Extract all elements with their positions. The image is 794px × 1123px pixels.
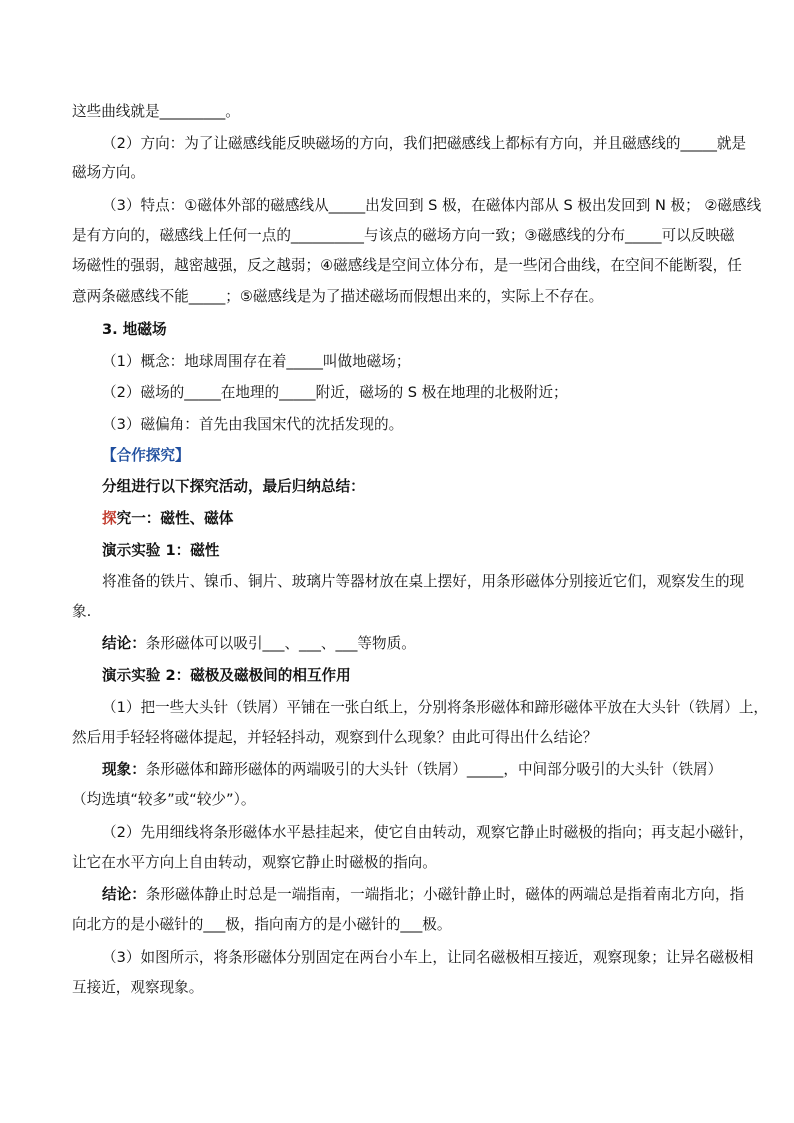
subheading-first-char: 探 [102, 510, 117, 527]
text-line: 场磁性的强弱，越密越强，反之越弱；④磁感线是空间立体分布，是一些闭合曲线，在空间不能断裂，任 [72, 257, 742, 274]
text-line: （3）特点：①磁体外部的磁感线从_____出发回到 S 极，在磁体内部从 S 极出发回到 N 极； ②磁感线 [102, 197, 762, 214]
text-line: 象. [72, 603, 92, 620]
text-line: 将准备的铁片、镍币、铜片、玻璃片等器材放在桌上摆好，用条形磁体分别接近它们，观察发生的现 [102, 573, 745, 590]
text-line: （2）方向：为了让磁感线能反映磁场的方向，我们把磁感线上都标有方向，并且磁感线的_____就是 [102, 135, 747, 152]
section-heading: 3. 地磁场 [102, 321, 167, 338]
text-line: 是有方向的，磁感线上任何一点的__________与该点的磁场方向一致；③磁感线的分布_____可以反映磁 [72, 227, 735, 244]
text-span: 条形磁体可以吸引___、___、___等物质。 [145, 635, 416, 652]
text-line: （3）如图所示，将条形磁体分别固定在两台小车上，让同名磁极相互接近，观察现象；让异名磁极相 [102, 949, 754, 966]
label: 结论： [102, 635, 146, 652]
label: 现象： [102, 761, 146, 778]
instruction-line: 分组进行以下探究活动，最后归纳总结： [102, 478, 365, 495]
text-line: 然后用手轻轻将磁体提起，并轻轻抖动，观察到什么现象？由此可得出什么结论？ [72, 729, 598, 746]
text-line [102, 760, 722, 780]
text-line: （1）把一些大头针（铁屑）平铺在一张白纸上，分别将条形磁体和蹄形磁体平放在大头针（铁屑）上， [102, 699, 769, 716]
text-line: （均选填“较多”或“较少”）。 [72, 791, 256, 808]
section-heading: 【合作探究】 [102, 447, 190, 464]
text-line [102, 634, 416, 654]
text-line: 互接近，观察现象。 [72, 979, 204, 996]
text-line: （1）概念：地球周围存在着_____叫做地磁场； [102, 353, 411, 370]
text-line: （3）磁偏角：首先由我国宋代的沈括发现的。 [102, 416, 404, 433]
label: 结论： [102, 886, 146, 903]
text-line: 让它在水平方向上自由转动，观察它静止时磁极的指向。 [72, 854, 437, 871]
text-line: 意两条磁感线不能_____；⑤磁感线是为了描述磁场而假想出来的，实际上不存在。 [72, 288, 604, 305]
subheading [102, 509, 233, 529]
experiment-heading: 演示实验 2：磁极及磁极间的相互作用 [102, 667, 351, 684]
text-line: （2）先用细线将条形磁体水平悬挂起来，使它自由转动，观察它静止时磁极的指向；再支起小磁针， [102, 824, 754, 841]
text-line [102, 885, 744, 905]
text-line: 向北方的是小磁针的___极，指向南方的是小磁针的___极。 [72, 916, 452, 933]
text-line: 这些曲线就是_________。 [72, 103, 240, 120]
text-span: 条形磁体静止时总是一端指南，一端指北；小磁针静止时，磁体的两端总是指着南北方向，指 [145, 886, 745, 903]
subheading-rest: 究一：磁性、磁体 [116, 510, 234, 527]
experiment-heading: 演示实验 1：磁性 [102, 542, 220, 559]
text-span: 条形磁体和蹄形磁体的两端吸引的大头针（铁屑）_____，中间部分吸引的大头针（铁屑） [145, 761, 723, 778]
text-line: （2）磁场的_____在地理的_____附近，磁场的 S 极在地理的北极附近； [102, 384, 568, 401]
text-line: 磁场方向。 [72, 164, 145, 181]
